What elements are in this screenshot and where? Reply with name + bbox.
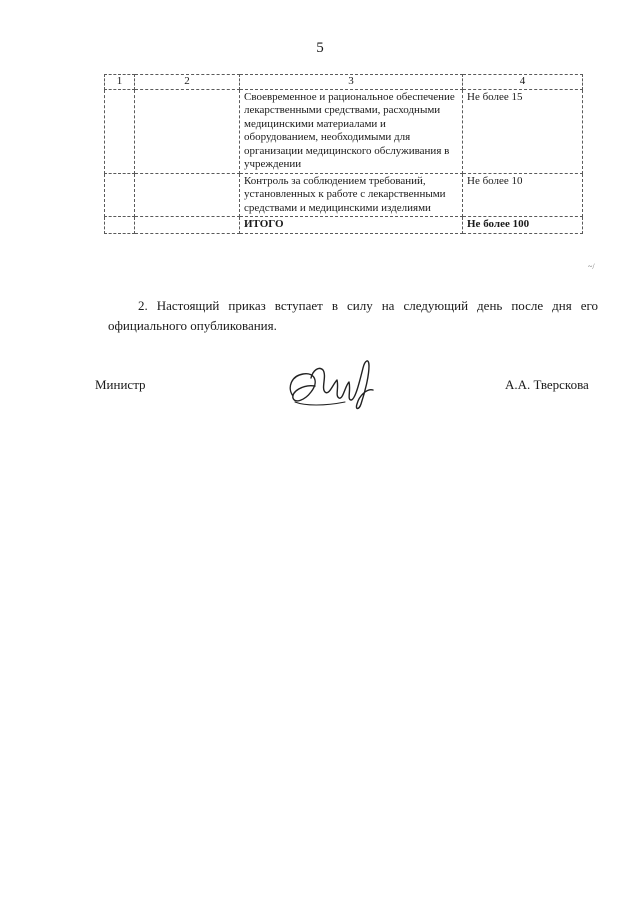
criterion-score: Не более 15	[463, 89, 583, 173]
total-score: Не более 100	[463, 217, 583, 234]
table-row	[105, 173, 583, 217]
paragraph-line-1: 2. Настоящий приказ вступает в силу на следующий день после дня его	[138, 298, 598, 313]
table-cell	[135, 89, 240, 173]
criterion-text: Своевременное и рациональное обеспечение лекарственными средствами, расходными медицинскими материалами и оборудованием, необходимыми для организации медицинского обслуживания в учреждении	[240, 89, 463, 173]
order-paragraph	[108, 296, 598, 336]
table-cell	[105, 217, 135, 234]
criteria-table	[104, 74, 583, 234]
table-cell	[135, 217, 240, 234]
table-header-cell: 3	[240, 75, 463, 90]
table-cell	[135, 173, 240, 217]
page-number: 5	[316, 40, 324, 56]
paragraph-line-2: официального опубликования.	[108, 318, 277, 333]
scan-mark: ~/	[588, 262, 595, 271]
table-header-row	[105, 75, 583, 90]
signatory-title: Министр	[95, 377, 146, 392]
table-cell	[105, 173, 135, 217]
signatory-name: А.А. Тверскова	[505, 377, 589, 392]
table-header-cell: 4	[463, 75, 583, 90]
table-total-row	[105, 217, 583, 234]
criterion-text: Контроль за соблюдением требований, установленных к работе с лекарственными средствами и медицинскими изделиями	[240, 173, 463, 217]
criterion-score: Не более 10	[463, 173, 583, 217]
table-cell	[105, 89, 135, 173]
handwritten-signature	[285, 348, 380, 418]
table-row	[105, 89, 583, 173]
table-header-cell: 2	[135, 75, 240, 90]
total-label: ИТОГО	[240, 217, 463, 234]
table-header-cell: 1	[105, 75, 135, 90]
